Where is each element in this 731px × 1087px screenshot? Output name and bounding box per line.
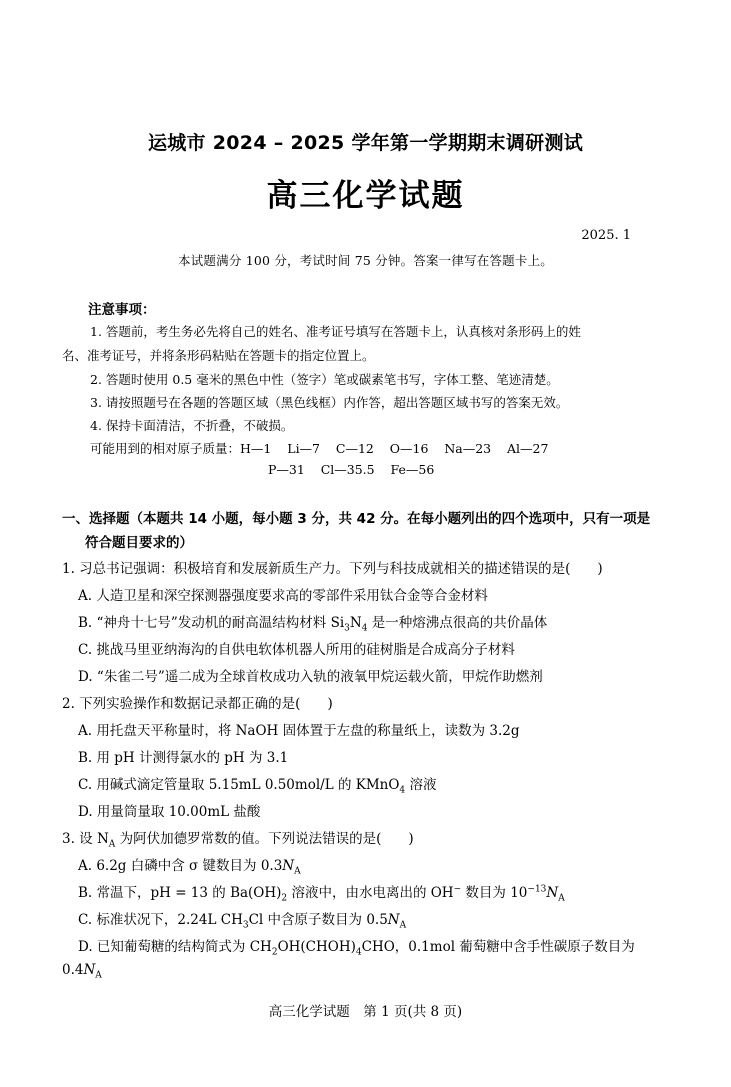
question-1-option-a: A. 人造卫星和深空探测器强度要求高的零部件采用钛合金等合金材料 (78, 588, 488, 604)
notice-heading: 注意事项： (88, 302, 156, 318)
question-3-option-b: B. 常温下，pH = 13 的 $Ba(OH)_2$ 溶液中，由水电离出的 OH− 数目为 $10^{-13}N_A$ (78, 884, 565, 904)
question-1-option-d: D. “朱雀二号”遥二成为全球首枚成功入轨的液氧甲烷运载火箭，甲烷作助燃剂 (78, 669, 543, 685)
question-2-option-b: B. 用 pH 计测得氯水的 pH 为 3.1 (78, 750, 289, 766)
notice-item-3: 3. 请按照题号在各题的答题区域（黑色线框）内作答，超出答题区域书写的答案无效。 (90, 395, 569, 410)
question-2-stem: 2. 下列实验操作和数据记录都正确的是( ) (62, 696, 333, 712)
atomic-mass-values-1: H—1 Li—7 C—12 O—16 Na—23 Al—27 (240, 441, 549, 456)
atomic-mass-line-2: P—31 Cl—35.5 Fe—56 (268, 462, 435, 477)
notice-item-1-cont: 名、准考证号，并将条形码粘贴在答题卡的指定位置上。 (62, 348, 375, 363)
question-3-option-c: C. 标准状况下，2.24L $CH_3Cl$ 中含原子数目为 $0.5N_A$ (78, 912, 407, 931)
exam-intro: 本试题满分 100 分，考试时间 75 分钟。答案一律写在答题卡上。 (178, 253, 553, 268)
exam-title: 运城市 2024 – 2025 学年第一学期期末调研测试 (147, 132, 584, 154)
notice-item-4: 4. 保持卡面清洁，不折叠，不破损。 (90, 418, 294, 433)
question-1-stem: 1. 习总书记强调：积极培育和发展新质生产力。下列与科技成就相关的描述错误的是( ) (62, 561, 603, 577)
question-2-option-a: A. 用托盘天平称量时，将 NaOH 固体置于左盘的称量纸上，读数为 3.2g (78, 723, 520, 739)
section-heading-cont: 符合题目要求的） (85, 535, 193, 551)
atomic-mass-label: 可能用到的相对原子质量： (90, 441, 241, 456)
question-2-option-c: C. 用碱式滴定管量取 5.15mL 0.50mol/L 的 KMnO$_4$ 溶液 (78, 777, 437, 796)
notice-item-2: 2. 答题时使用 0.5 毫米的黑色中性（签字）笔或碳素笔书写，字体工整、笔迹清楚。 (90, 372, 559, 387)
page-footer: 高三化学试题 第 1 页(共 8 页) (268, 1004, 463, 1020)
question-1-option-b: B. “神舟十七号”发动机的耐高温结构材料 $Si_3N_4$ 是一种熔沸点很高的共价晶体 (78, 615, 548, 634)
exam-date: 2025. 1 (581, 228, 631, 243)
section-heading: 一、选择题（本题共 14 小题，每小题 3 分，共 42 分。在每小题列出的四个选项中，只有一项是 (62, 511, 651, 527)
subject-title: 高三化学试题 (266, 178, 465, 214)
question-3-option-a: A. 6.2g 白磷中含 σ 键数目为 $0.3N_A$ (78, 858, 301, 877)
question-1-option-c: C. 挑战马里亚纳海沟的自供电软体机器人所用的硅树脂是合成高分子材料 (78, 642, 515, 658)
notice-item-1: 1. 答题前，考生务必先将自己的姓名、准考证号填写在答题卡上，认真核对条形码上的姓 (90, 324, 581, 339)
question-2-option-d: D. 用量筒量取 10.00mL 盐酸 (78, 804, 261, 820)
question-3-option-d: D. 已知葡萄糖的结构简式为 $CH_2OH(CHOH)_4CHO$，0.1mol 葡萄糖中含手性碳原子数目为 (78, 939, 635, 958)
question-3-option-d-cont: $0.4N_A$ (62, 962, 102, 981)
question-3-stem: 3. 设 $N_A$ 为阿伏加德罗常数的值。下列说法错误的是( ) (62, 831, 414, 850)
atomic-mass-line-1 (90, 439, 548, 457)
